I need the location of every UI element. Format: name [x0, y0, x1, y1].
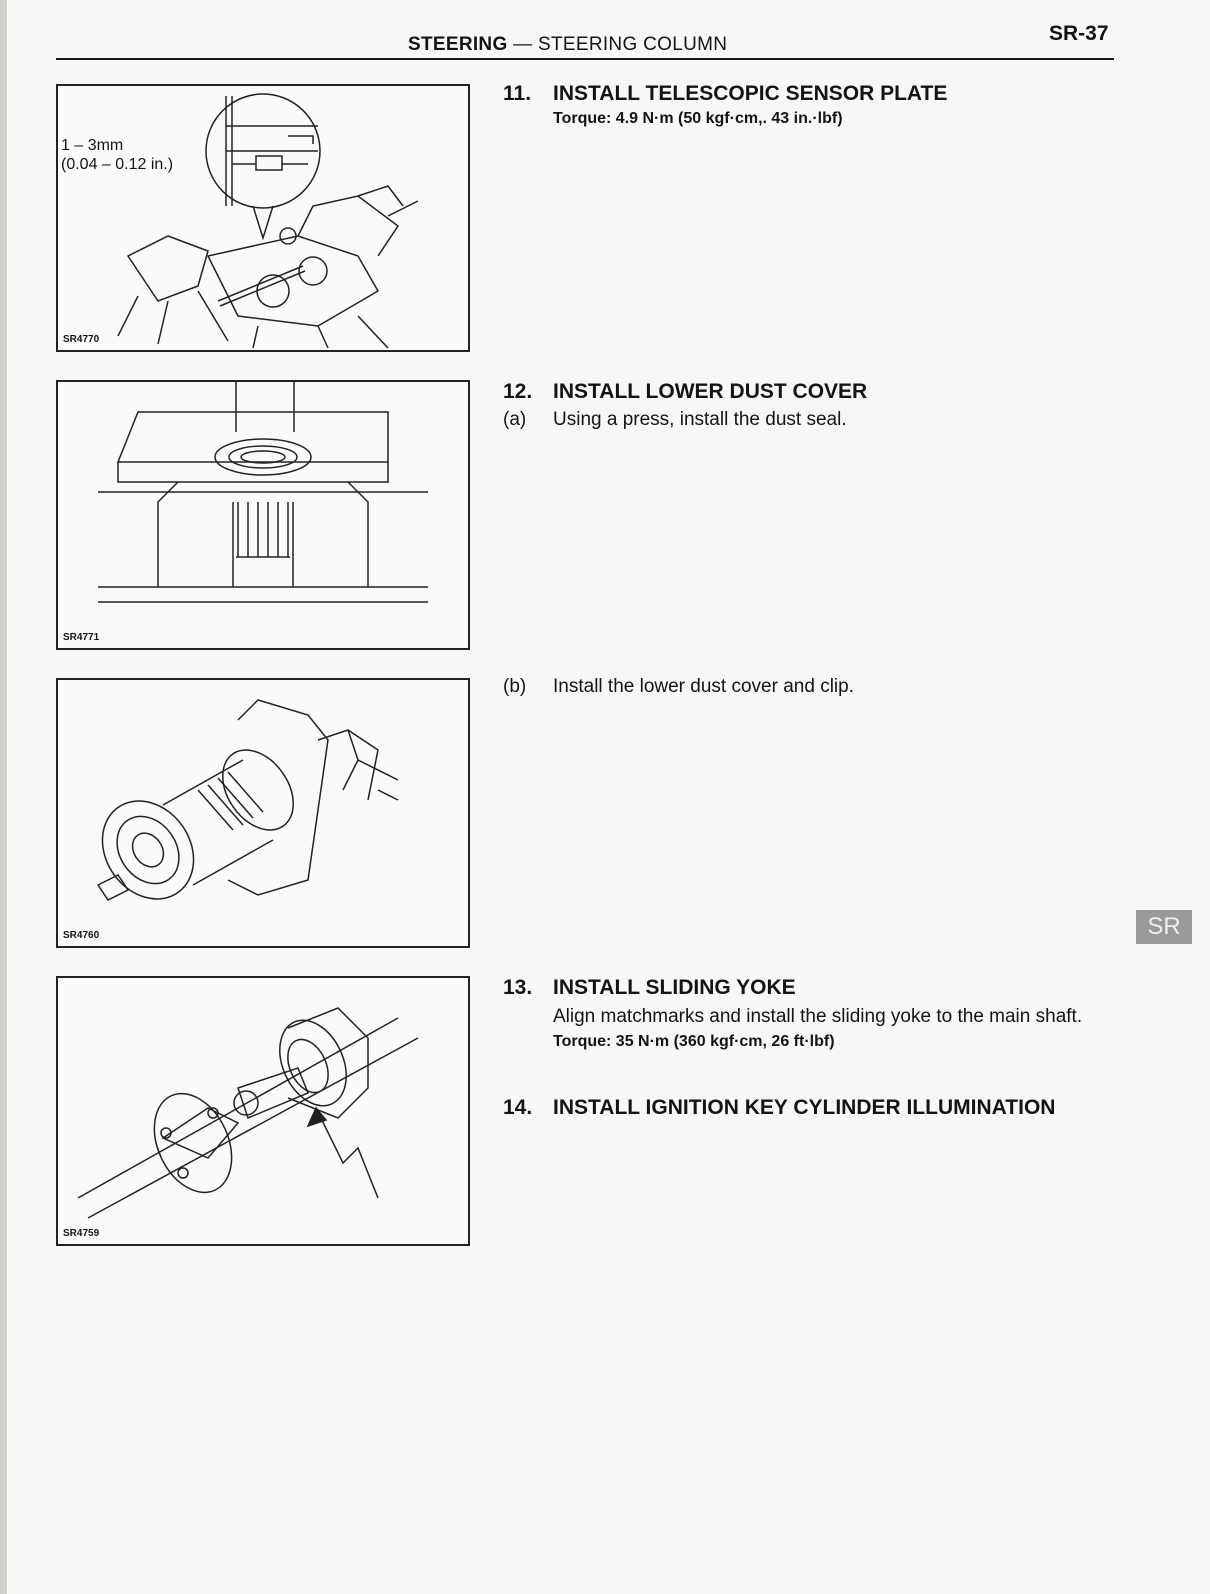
step-12a-tag: (a)	[503, 409, 527, 430]
press-illustration	[58, 382, 468, 648]
page-binding-edge	[0, 0, 7, 1594]
section-thumb-tab: SR	[1136, 910, 1192, 944]
step-13	[503, 976, 1113, 1051]
sliding-yoke-illustration	[58, 978, 468, 1244]
step-12b-tag: (b)	[503, 676, 527, 697]
step-11-title: INSTALL TELESCOPIC SENSOR PLATE	[553, 82, 948, 105]
step-11-torque: Torque: 4.9 N·m (50 kgf·cm,. 43 in.·lbf)	[553, 110, 843, 127]
step-13-title: INSTALL SLIDING YOKE	[553, 976, 796, 999]
gap-dimension-in: (0.04 – 0.12 in.)	[61, 156, 174, 173]
gap-dimension-label	[61, 136, 173, 174]
figure-code: SR4759	[63, 1228, 100, 1239]
step-12a-text: Using a press, install the dust seal.	[553, 409, 847, 430]
header-section: STEERING	[408, 34, 508, 55]
page-number: SR-37	[1049, 22, 1109, 45]
figure-code: SR4770	[63, 334, 100, 345]
figure-code: SR4771	[63, 632, 100, 643]
figure-press-dust-seal	[56, 380, 470, 650]
page-header-title	[408, 34, 727, 56]
step-12b-text: Install the lower dust cover and clip.	[553, 676, 854, 697]
gap-dimension-mm: 1 – 3mm	[61, 137, 124, 154]
step-12-title: INSTALL LOWER DUST COVER	[553, 380, 868, 403]
step-12b	[503, 676, 854, 698]
step-11	[503, 82, 947, 128]
step-14	[503, 1096, 1055, 1120]
step-14-number: 14.	[503, 1096, 533, 1119]
figure-lower-dust-cover	[56, 678, 470, 948]
step-13-torque: Torque: 35 N·m (360 kgf·cm, 26 ft·lbf)	[553, 1033, 835, 1050]
step-14-title: INSTALL IGNITION KEY CYLINDER ILLUMINATION	[553, 1096, 1056, 1119]
figure-sliding-yoke	[56, 976, 470, 1246]
step-11-number: 11.	[503, 82, 532, 105]
figure-sensor-plate	[56, 84, 470, 352]
step-13-number: 13.	[503, 976, 533, 999]
header-subsection: STEERING COLUMN	[538, 34, 728, 55]
step-12	[503, 380, 867, 431]
figure-code: SR4760	[63, 930, 100, 941]
dust-cover-illustration	[58, 680, 468, 946]
step-12-number: 12.	[503, 380, 533, 403]
sensor-plate-illustration	[58, 86, 468, 350]
header-rule	[56, 58, 1114, 60]
step-13-text: Align matchmarks and install the sliding yoke to the main shaft.	[553, 1006, 1083, 1027]
header-separator: —	[507, 34, 538, 55]
